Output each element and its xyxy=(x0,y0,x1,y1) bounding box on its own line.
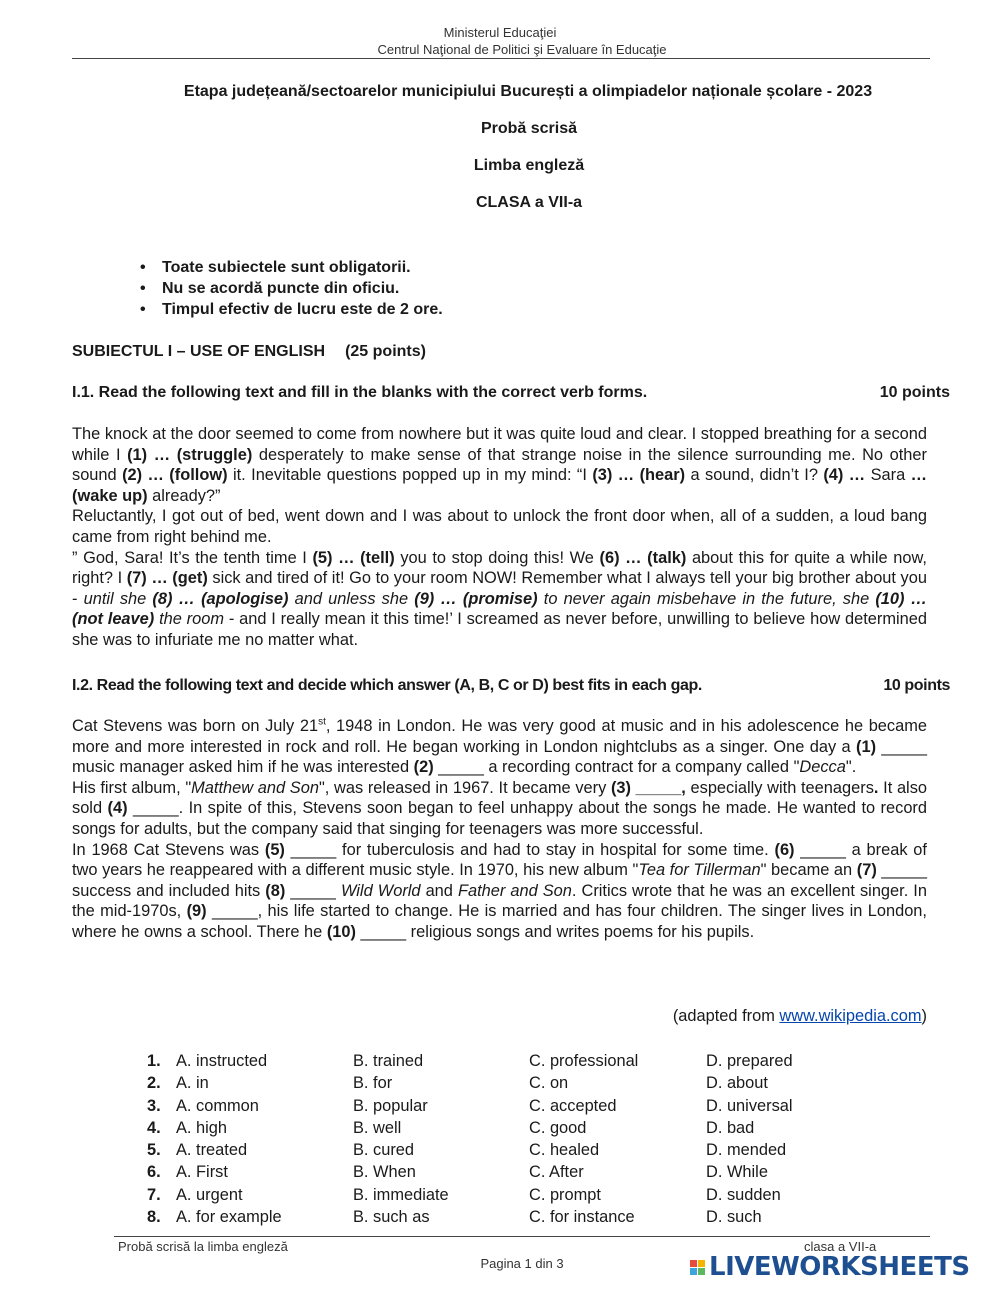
option-d[interactable]: D. universal xyxy=(706,1096,793,1115)
option-row: 1. A. instructed B. trained C. professional D. prepared xyxy=(147,1052,793,1070)
subject-language: Limba engleză xyxy=(473,157,585,174)
task2-paragraph-1: Cat Stevens was born on July 21st, 1948 in London. He was very good at music and in his adolescence he became more and more interested in rock and roll. He began working in London nightclubs as a singer. One day a (1) _____ music manager asked him if he was interested (2) _____ a recording contract for a company called "Decca". xyxy=(72,716,928,777)
rules-list xyxy=(140,257,443,320)
option-d[interactable]: D. sudden xyxy=(706,1185,781,1204)
subject-points: (25 points) xyxy=(345,343,426,360)
option-row: 4. A. high B. well C. good D. bad xyxy=(147,1118,755,1137)
gap-5: (5) … (tell) xyxy=(312,548,395,567)
option-c[interactable]: C. good xyxy=(529,1118,587,1137)
gap-2: (2) … (follow) xyxy=(122,466,228,485)
option-b[interactable]: B. well xyxy=(353,1118,402,1137)
option-row: 3. A. common B. popular C. accepted D. universal xyxy=(147,1096,793,1115)
rule-item: • Nu se acordă puncte din oficiu. xyxy=(140,278,443,299)
source-citation: (adapted from www.wikipedia.com) xyxy=(672,1007,927,1025)
subject-title: SUBIECTUL I – USE OF ENGLISH xyxy=(72,343,326,360)
option-d[interactable]: D. about xyxy=(706,1074,768,1093)
liveworksheets-logo xyxy=(690,1252,970,1282)
center-name: Centrul Naţional de Politici şi Evaluare în Educaţie xyxy=(377,42,667,57)
page-number: Pagina 1 din 3 xyxy=(480,1256,564,1271)
task1-paragraph-2: Reluctantly, I got out of bed, went down and I was about to unlock the front door when, all of a sudden, a loud bang came from right behind me. xyxy=(72,507,927,546)
gap-2: (2) xyxy=(413,758,434,777)
task2-paragraph-3: In 1968 Cat Stevens was (5) _____ for tuberculosis and had to stay in hospital for some time. (6) _____ a break of two years he reappeared with a different music style. In 1970, his new album "Tea for Tillerman" became an (7) _____ success and included hits (8) _____ Wild World and Father and Son. Critics wrote that he was an excellent singer. In the mid-1970s, (9) _____, his life started to change. He is married and has four children. The singer lives in London, where he owns a school. There he (10) _____ religious songs and writes poems for his pupils. xyxy=(72,840,927,941)
option-row: 7. A. urgent B. immediate C. prompt D. sudden xyxy=(147,1185,781,1204)
task1-points: 10 points xyxy=(879,384,950,401)
option-b[interactable]: B. immediate xyxy=(353,1185,449,1204)
task2-paragraph-2: His first album, "Matthew and Son", was released in 1967. It became very (3) _____, especially with teenagers. It also sold (4) _____. In spite of this, Stevens soon began to feel unhappy about the songs he made. He wanted to record songs for adults, but the company said that singing for teenagers was more successful. xyxy=(72,778,928,838)
option-b[interactable]: B. trained xyxy=(353,1052,424,1070)
option-a[interactable]: A. treated xyxy=(176,1141,248,1160)
source-link[interactable]: www.wikipedia.com xyxy=(779,1007,922,1025)
option-a[interactable]: A. for example xyxy=(176,1208,282,1227)
option-b[interactable]: B. popular xyxy=(353,1096,428,1115)
option-d[interactable]: D. such xyxy=(706,1208,762,1227)
answer-options xyxy=(140,1050,840,1228)
task2-points: 10 points xyxy=(883,677,950,694)
footer-grade-label: clasa a VII-a xyxy=(804,1239,877,1254)
gap-4-start: (4) … xyxy=(823,466,866,485)
title-block xyxy=(0,82,1000,230)
option-row: 8. A. for example B. such as C. for instance D. such xyxy=(147,1208,762,1227)
option-d[interactable]: D. prepared xyxy=(706,1052,793,1070)
logo-tile xyxy=(698,1260,705,1267)
rule-item: • Timpul efectiv de lucru este de 2 ore. xyxy=(140,299,443,320)
footer-exam-label: Probă scrisă la limba engleză xyxy=(118,1239,288,1254)
option-c[interactable]: C. After xyxy=(529,1163,584,1182)
gap-10: (10) … (not leave) xyxy=(72,589,928,629)
gap-6: (6) … (talk) xyxy=(599,548,687,567)
competition-title: Etapa județeană/sectoarelor municipiului București a olimpiadelor naționale școlare - 2023 xyxy=(183,83,873,100)
gap-7: (7) xyxy=(856,861,877,880)
option-a[interactable]: A. common xyxy=(176,1096,259,1115)
task1-instruction: I.1. Read the following text and fill in the blanks with the correct verb forms. xyxy=(72,384,648,401)
gap-8: (8) … (apologise) xyxy=(152,589,289,608)
document-header xyxy=(0,24,1000,58)
gap-4: (4) xyxy=(107,799,128,818)
option-c[interactable]: C. on xyxy=(529,1074,569,1093)
gap-5: (5) xyxy=(264,840,285,859)
option-b[interactable]: B. cured xyxy=(353,1141,415,1160)
gap-9: (9) xyxy=(186,902,207,921)
gap-3: (3) … (hear) xyxy=(592,466,686,485)
logo-tile xyxy=(690,1268,697,1275)
option-d[interactable]: D. While xyxy=(706,1163,768,1182)
exam-type: Probă scrisă xyxy=(480,120,578,137)
option-d[interactable]: D. mended xyxy=(706,1141,787,1160)
task2-text xyxy=(72,716,927,943)
option-c[interactable]: C. professional xyxy=(529,1052,639,1070)
option-c[interactable]: C. for instance xyxy=(529,1208,635,1227)
option-a[interactable]: A. in xyxy=(176,1074,209,1093)
option-d[interactable]: D. bad xyxy=(706,1118,755,1137)
gap-4-end: … (wake up) xyxy=(72,466,928,505)
rule-item: • Toate subiectele sunt obligatorii. xyxy=(140,257,443,278)
task1-paragraph-1: The knock at the door seemed to come from nowhere but it was quite loud and clear. I stopped breathing for a second while I (1) … (struggle) desperately to make sense of that strange noise in the silence surrounding me. No other sound (2) … (follow) it. Inevitable questions popped up in my mind: “I (3) … (hear) a sound, didn’t I? (4) … Sara … (wake up) already?” xyxy=(72,425,928,505)
option-b[interactable]: B. such as xyxy=(353,1208,430,1227)
subject-heading xyxy=(72,342,426,362)
logo-tile xyxy=(690,1260,697,1267)
option-row: 6. A. First B. When C. After D. While xyxy=(147,1163,768,1182)
option-c[interactable]: C. healed xyxy=(529,1141,600,1160)
option-row: 5. A. treated B. cured C. healed D. mended xyxy=(147,1141,787,1160)
gap-6: (6) xyxy=(774,840,795,859)
header-divider xyxy=(72,58,930,59)
task2-heading xyxy=(72,676,950,696)
option-c[interactable]: C. accepted xyxy=(529,1096,617,1115)
gap-3: (3) _____, xyxy=(610,778,686,797)
logo-text: LIVEWORKSHEETS xyxy=(709,1252,970,1282)
option-c[interactable]: C. prompt xyxy=(529,1185,601,1204)
gap-9: (9) … (promise) xyxy=(414,589,538,608)
task1-paragraph-3: ” God, Sara! It’s the tenth time I (5) … (tell) you to stop doing this! We (6) … (talk) about this for quite a while now, right? I (7) … (get) sick and tired of it! Go to your room NOW! Remember what I always tell your big brother about you - until she (8) … (apologise) and unless she (9) … (promise) to never again misbehave in the future, she (10) … (not leave) the room - and I really mean it this time!’ I screamed as never before, unwilling to believe how determined she was to infuriate me no matter what. xyxy=(72,548,928,649)
task1-heading xyxy=(72,383,950,403)
gap-8: (8) xyxy=(265,881,286,900)
option-b[interactable]: B. When xyxy=(353,1163,416,1182)
option-a[interactable]: A. urgent xyxy=(176,1185,243,1204)
ministry-name: Ministerul Educaţiei xyxy=(443,25,557,40)
option-a[interactable]: A. First xyxy=(176,1163,228,1182)
task1-text xyxy=(72,424,927,651)
gap-1: (1) … (struggle) xyxy=(127,445,253,464)
task2-instruction: I.2. Read the following text and decide which answer (A, B, C or D) best fits in each gap. xyxy=(72,677,702,694)
grade-level: CLASA a VII-a xyxy=(475,194,583,211)
gap-7: (7) … (get) xyxy=(126,569,208,588)
gap-1: (1) xyxy=(856,737,877,756)
option-row: 2. A. in B. for C. on D. about xyxy=(147,1074,768,1093)
option-a[interactable]: A. instructed xyxy=(176,1052,268,1070)
option-a[interactable]: A. high xyxy=(176,1118,228,1137)
option-b[interactable]: B. for xyxy=(353,1074,393,1093)
liveworksheets-icon xyxy=(690,1260,705,1275)
logo-tile xyxy=(698,1268,705,1275)
footer-divider xyxy=(114,1236,930,1237)
gap-10: (10) xyxy=(326,922,356,941)
